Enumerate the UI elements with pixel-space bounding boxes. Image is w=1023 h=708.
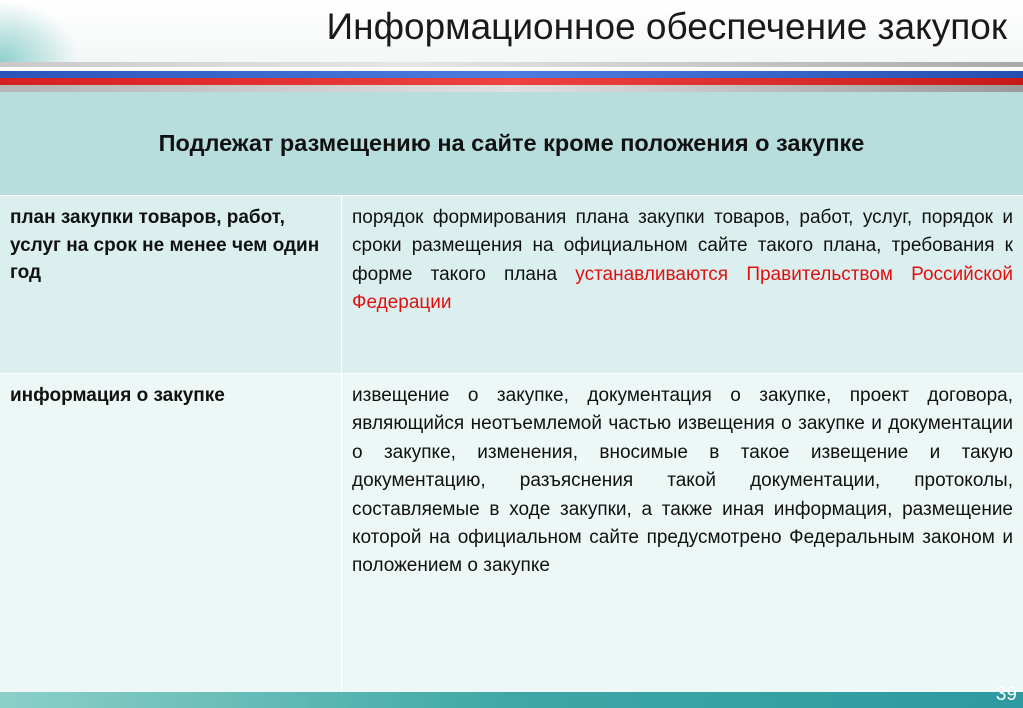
content-table (0, 92, 1023, 692)
row-1-description-highlight: устанавливаются Правительством Российской Федерации (352, 263, 1013, 314)
stripe-blue (0, 71, 1023, 78)
table-row-2-description: извещение о закупке, документация о закупке, проект договора, являющийся неотъемлемой частью извещения о закупке и документации о закупке, изменения, вносимые в такое извещение и такую документацию, разъяснения такой документации, протоколы, составляемые в ходе закупки, а также иная информация, размещение которой на официальном сайте предусмотрено Федеральным законом и положением о закупке (342, 374, 1023, 692)
row-1-description-text: порядок формирования плана закупки товаров, работ, услуг, порядок и сроки размещения на официальном сайте такого плана, требования к форме такого плана (352, 207, 1013, 285)
slide-header (0, 0, 1023, 62)
table-row-1-description (342, 196, 1023, 373)
stripe-red (0, 78, 1023, 85)
table-row-1-label: план закупки товаров, работ, услуг на срок не менее чем один год (0, 196, 341, 373)
slide-title: Информационное обеспечение закупок (326, 6, 1007, 47)
table-heading (0, 92, 1023, 195)
page-number: 39 (995, 684, 1017, 705)
stripe-gray-bottom (0, 85, 1023, 92)
table-row-2-label: информация о закупке (0, 374, 341, 692)
slide-footer (0, 692, 1023, 708)
header-decoration (0, 0, 80, 62)
flag-stripes (0, 62, 1023, 92)
table-heading-text: Подлежат размещению на сайте кроме положения о закупке (158, 130, 865, 156)
